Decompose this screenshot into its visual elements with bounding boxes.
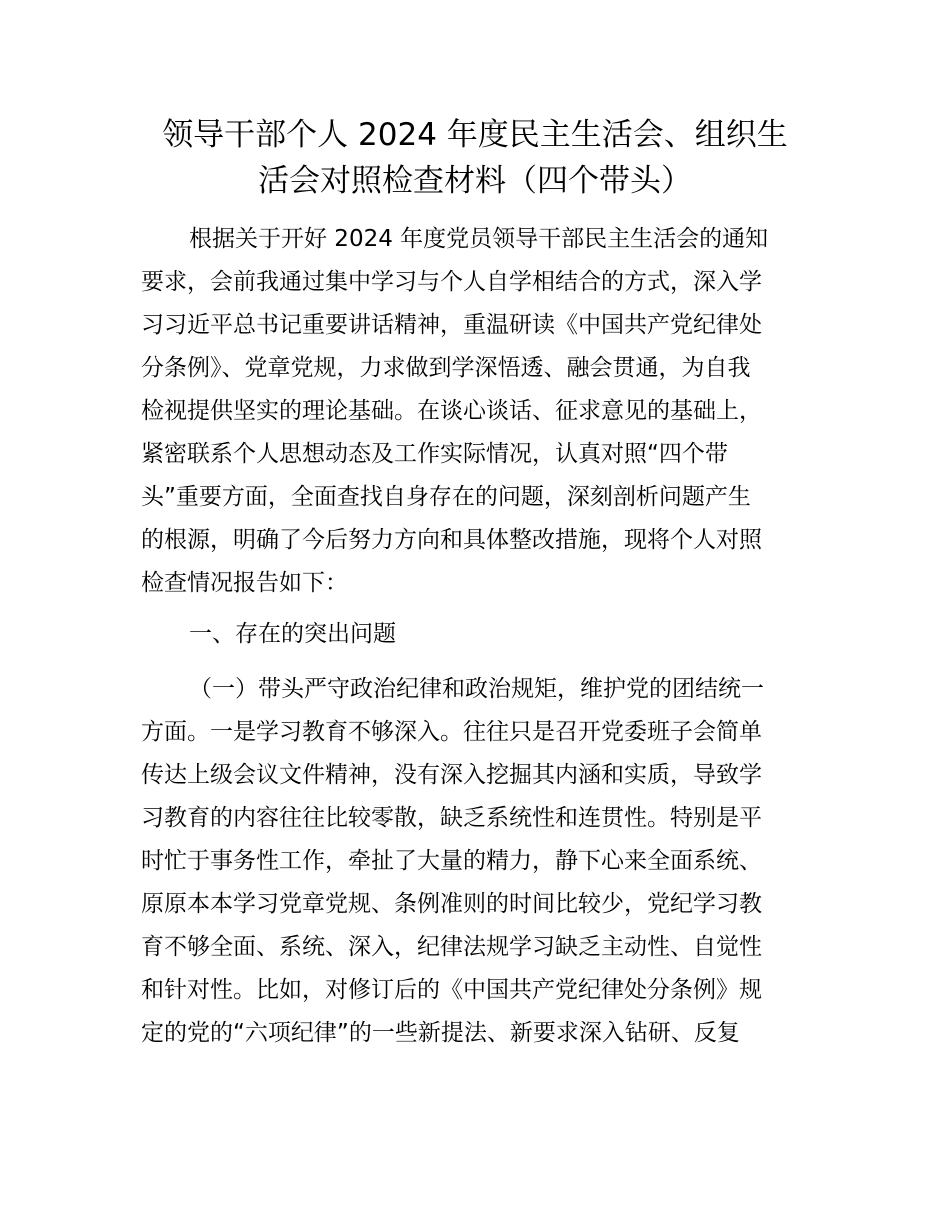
text-line: 习习近平总书记重要讲话精神，重温研读《中国共产党纪律处 [141, 312, 762, 338]
title-line: 领导干部个人 2024 年度民主生活会、组织生 [162, 117, 788, 153]
text-line: 检视提供坚实的理论基础。在谈心谈话、征求意见的基础上， [141, 398, 762, 424]
body-paragraph [141, 668, 821, 1055]
document-title [120, 112, 830, 204]
text-line: 根据关于开好 2024 年度党员领导干部民主生活会的通知 [189, 226, 769, 252]
text-line: 头”重要方面，全面查找自身存在的问题，深刻剖析问题产生 [141, 484, 751, 510]
text-line: 时忙于事务性工作，牵扯了大量的精力，静下心来全面系统、 [141, 848, 762, 874]
text-line: 要求，会前我通过集中学习与个人自学相结合的方式，深入学 [141, 269, 762, 295]
text-line: 习教育的内容往往比较零散，缺乏系统性和连贯性。特别是平 [141, 805, 762, 831]
text-line: 方面。一是学习教育不够深入。往往只是召开党委班子会简单 [141, 719, 762, 745]
section-heading [141, 613, 821, 656]
text-line: 检查情况报告如下： [141, 570, 348, 596]
text-line: （一）带头严守政治纪律和政治规矩，维护党的团结统一 [189, 676, 764, 702]
text-line: 传达上级会议文件精神，没有深入挖掘其内涵和实质，导致学 [141, 762, 762, 788]
intro-paragraph [141, 218, 821, 605]
text-line: 原原本本学习党章党规、条例准则的时间比较少，党纪学习教 [141, 891, 762, 917]
text-line: 的根源，明确了今后努力方向和具体整改措施，现将个人对照 [141, 527, 762, 553]
text-line: 紧密联系个人思想动态及工作实际情况，认真对照“四个带 [141, 441, 728, 467]
title-line: 活会对照检查材料（四个带头） [258, 163, 692, 199]
text-line: 分条例》、党章党规，力求做到学深悟透、融会贯通，为自我 [141, 355, 751, 381]
text-line: 定的党的“六项纪律”的一些新提法、新要求深入钻研、反复 [141, 1020, 740, 1046]
heading-text: 一、存在的突出问题 [189, 621, 396, 647]
text-line: 和针对性。比如，对修订后的《中国共产党纪律处分条例》规 [141, 977, 762, 1003]
text-line: 育不够全面、系统、深入，纪律法规学习缺乏主动性、自觉性 [141, 934, 762, 960]
